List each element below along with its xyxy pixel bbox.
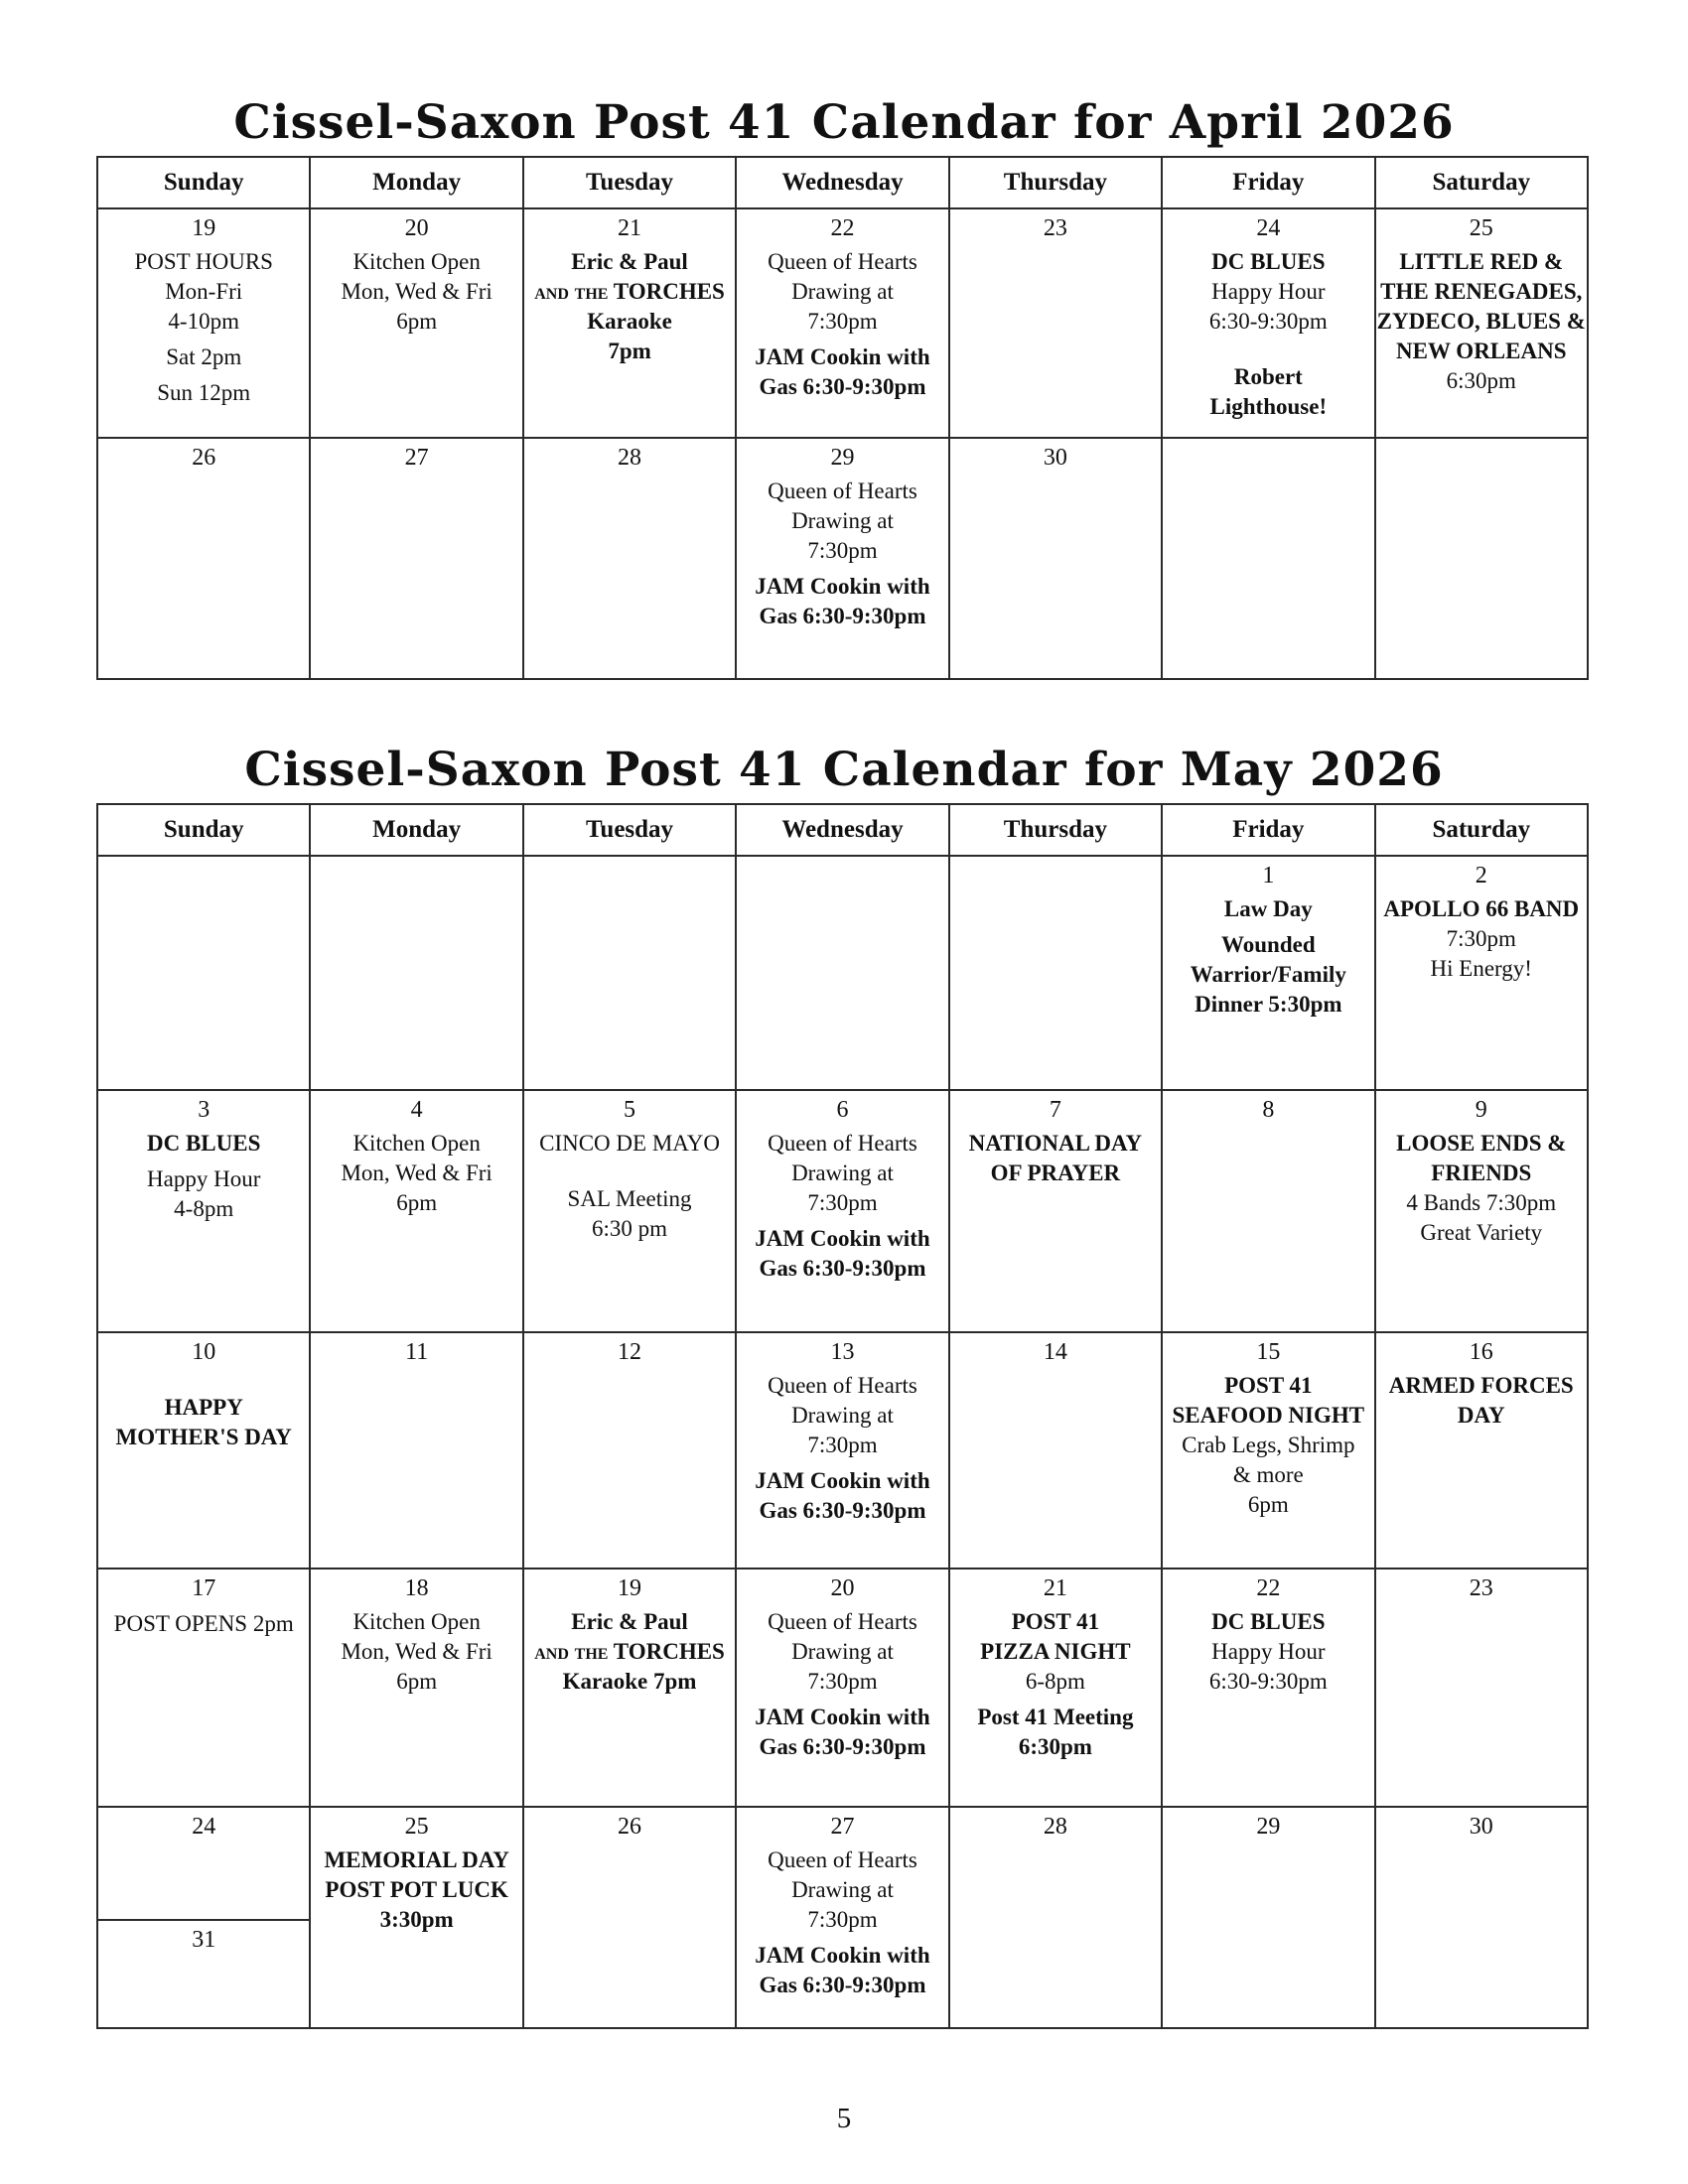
day-cell-content: [950, 439, 1161, 473]
event-line: Happy Hour: [147, 1166, 261, 1191]
day-cell: [310, 1569, 522, 1807]
day-number: 30: [1043, 445, 1067, 471]
day-cell: [736, 1569, 948, 1807]
event-line: 3:30pm: [379, 1907, 454, 1932]
day-cell-content: [524, 439, 735, 473]
event-line: Karaoke 7pm: [562, 1669, 697, 1694]
event-line: Law Day: [1223, 896, 1313, 921]
day-cell: [736, 1090, 948, 1332]
event-line: POST POT LUCK: [325, 1877, 508, 1902]
day-cell-content: [311, 439, 521, 473]
event-line: Drawing at: [791, 1403, 894, 1428]
event-line: 4-8pm: [174, 1196, 234, 1221]
event-line: 6:30pm: [1018, 1734, 1092, 1759]
event-lines: [737, 247, 947, 402]
event-lines: [98, 247, 309, 408]
day-cell: [310, 208, 522, 438]
event-line: JAM Cookin with: [755, 1705, 930, 1729]
event-line: Queen of Hearts: [768, 1609, 917, 1634]
day-cell-content: [1163, 439, 1373, 443]
day-cell: [97, 1569, 310, 1807]
day-cell-content: [737, 1570, 947, 1762]
event-lines: [98, 1609, 309, 1639]
weekday-header-friday: Friday: [1162, 804, 1374, 856]
event-line: JAM Cookin with: [755, 344, 930, 369]
day-number: 29: [830, 445, 855, 471]
week-row: [97, 856, 1588, 1090]
day-cell-content: [311, 1091, 521, 1218]
day-cell: [1162, 856, 1374, 1090]
event-line: NEW ORLEANS: [1396, 339, 1567, 363]
event-line: 7:30pm: [807, 1907, 878, 1932]
event-line: Mon, Wed & Fri: [341, 279, 492, 304]
day-cell-content: [950, 1570, 1161, 1762]
weekday-header-row: [97, 157, 1588, 208]
day-number: 12: [618, 1339, 642, 1365]
event-line: 7:30pm: [807, 1669, 878, 1694]
event-lines: [737, 1845, 947, 2000]
event-line: ZYDECO, BLUES &: [1376, 309, 1586, 334]
day-number: 18: [404, 1575, 429, 1601]
day-cell: [310, 1090, 522, 1332]
day-cell-content: [524, 209, 735, 366]
day-number: 21: [618, 215, 642, 241]
event-lines: [524, 1129, 735, 1244]
day-number: 7: [1049, 1097, 1061, 1123]
day-number: 15: [1256, 1339, 1281, 1365]
event-line: Post 41 Meeting: [977, 1705, 1134, 1729]
event-line: POST OPENS 2pm: [113, 1611, 294, 1636]
event-line: 6pm: [396, 1669, 438, 1694]
day-cell: [97, 856, 310, 1090]
event-line: NATIONAL DAY: [968, 1131, 1143, 1156]
day-cell-content: [737, 1808, 947, 2000]
day-cell-content: [311, 1808, 521, 1935]
day-cell-content: [1163, 1091, 1373, 1125]
event-line: Queen of Hearts: [768, 478, 917, 503]
day-cell-content: [737, 857, 947, 861]
may-calendar-table: [96, 803, 1589, 2029]
event-line: POST HOURS: [134, 249, 273, 274]
event-line: 7:30pm: [807, 538, 878, 563]
day-cell: [736, 1332, 948, 1569]
event-line: Robert: [1233, 364, 1303, 389]
day-cell-content: [950, 857, 1161, 861]
page-number: 5: [836, 2103, 852, 2134]
event-line: Mon, Wed & Fri: [341, 1639, 492, 1664]
event-line: Kitchen Open: [352, 1131, 481, 1156]
split-day-top: [98, 1808, 309, 1921]
event-line: Gas 6:30-9:30pm: [759, 1498, 926, 1523]
event-lines: [1376, 247, 1587, 396]
day-number: 27: [830, 1814, 855, 1840]
day-cell: [97, 1090, 310, 1332]
weekday-header-friday: Friday: [1162, 157, 1374, 208]
day-cell-content: [98, 439, 309, 473]
day-cell: [1375, 1332, 1588, 1569]
event-line: POST 41: [1011, 1609, 1100, 1634]
event-line: Gas 6:30-9:30pm: [759, 374, 926, 399]
weekday-header-saturday: Saturday: [1375, 804, 1588, 856]
week-row: [97, 208, 1588, 438]
day-number: 13: [830, 1339, 855, 1365]
day-number: 21: [1043, 1575, 1067, 1601]
event-line: Drawing at: [791, 1639, 894, 1664]
event-lines: [311, 1607, 521, 1697]
event-line: Drawing at: [791, 279, 894, 304]
event-line: FRIENDS: [1431, 1160, 1532, 1185]
day-number: 19: [192, 215, 216, 241]
event-line: Warrior/Family: [1190, 962, 1346, 987]
event-line: 7:30pm: [807, 309, 878, 334]
day-cell: [1375, 208, 1588, 438]
day-cell-content: [98, 857, 309, 861]
day-cell-content: [950, 1333, 1161, 1367]
day-number: 25: [1469, 215, 1493, 241]
event-lines: [311, 247, 521, 337]
day-cell-content: [98, 209, 309, 408]
event-lines: [1376, 1371, 1587, 1431]
event-lines: [950, 1129, 1161, 1188]
day-cell: [949, 1807, 1162, 2028]
event-lines: [737, 1129, 947, 1284]
weekday-header-tuesday: Tuesday: [523, 157, 736, 208]
day-cell: [97, 438, 310, 679]
week-row: [97, 1090, 1588, 1332]
day-cell-content: [1376, 1570, 1587, 1603]
day-number: 27: [404, 445, 429, 471]
day-number: 8: [1262, 1097, 1275, 1123]
day-cell: [736, 856, 948, 1090]
day-cell-content: [1163, 1808, 1373, 1842]
day-number: 28: [1043, 1814, 1067, 1840]
event-line: Gas 6:30-9:30pm: [759, 604, 926, 628]
event-line: Sun 12pm: [157, 380, 251, 405]
day-cell-content: [524, 1091, 735, 1244]
event-lines: [1376, 1129, 1587, 1248]
weekday-header-thursday: Thursday: [949, 157, 1162, 208]
event-line: HAPPY: [164, 1395, 243, 1420]
split-day-bottom: [98, 1921, 309, 1955]
event-line: Wounded: [1221, 932, 1316, 957]
day-cell-content: [1163, 857, 1373, 1020]
day-cell: [1375, 856, 1588, 1090]
day-cell-content: [950, 1808, 1161, 1842]
day-cell-content: [950, 209, 1161, 243]
event-line: JAM Cookin with: [755, 1468, 930, 1493]
event-line: 7:30pm: [807, 1433, 878, 1457]
event-line: Drawing at: [791, 508, 894, 533]
event-line: Happy Hour: [1211, 1639, 1326, 1664]
day-cell-content: [311, 857, 521, 861]
event-line: JAM Cookin with: [755, 1943, 930, 1968]
day-cell: [1375, 1090, 1588, 1332]
event-line: MOTHER'S DAY: [115, 1425, 292, 1449]
day-number: 6: [836, 1097, 849, 1123]
day-cell-content: [1163, 209, 1373, 422]
day-cell-content: [1376, 1808, 1587, 1842]
day-number: 14: [1043, 1339, 1067, 1365]
event-line: 6pm: [396, 309, 438, 334]
day-number: 26: [618, 1814, 642, 1840]
day-cell-content: [98, 1570, 309, 1639]
event-lines: [737, 1607, 947, 1762]
event-line: JAM Cookin with: [755, 574, 930, 599]
day-number: 23: [1469, 1575, 1493, 1601]
day-cell-content: [737, 439, 947, 631]
day-number: 5: [624, 1097, 636, 1123]
event-line: ARMED FORCES: [1388, 1373, 1574, 1398]
event-lines: [98, 1393, 309, 1452]
event-lines: [98, 1129, 309, 1224]
day-cell-content: [737, 209, 947, 402]
event-line: Gas 6:30-9:30pm: [759, 1734, 926, 1759]
event-line: 6pm: [396, 1190, 438, 1215]
event-line: 7pm: [608, 339, 651, 363]
day-cell-content: [311, 209, 521, 337]
day-cell: [97, 1332, 310, 1569]
event-line: Crab Legs, Shrimp: [1182, 1433, 1355, 1457]
event-line: PIZZA NIGHT: [980, 1639, 1131, 1664]
weekday-header-wednesday: Wednesday: [736, 157, 948, 208]
event-lines: [1163, 1607, 1373, 1697]
day-cell: [949, 438, 1162, 679]
day-number: 4: [410, 1097, 423, 1123]
day-number: 19: [618, 1575, 642, 1601]
event-lines: [524, 1607, 735, 1697]
event-line: SAL Meeting: [567, 1186, 692, 1211]
day-cell-content: [98, 1091, 309, 1224]
day-number: 11: [405, 1339, 429, 1365]
day-number: 16: [1469, 1339, 1493, 1365]
event-line: Queen of Hearts: [768, 1847, 917, 1872]
day-number: 17: [192, 1575, 216, 1601]
event-line: Karaoke: [587, 309, 672, 334]
day-number: 24: [192, 1814, 216, 1840]
event-line: Great Variety: [1420, 1220, 1543, 1245]
event-line: & more: [1232, 1462, 1304, 1487]
event-line: Mon-Fri: [165, 279, 243, 304]
event-line: 6:30-9:30pm: [1208, 1669, 1328, 1694]
event-line: Queen of Hearts: [768, 1131, 917, 1156]
event-line: Sat 2pm: [166, 344, 242, 369]
event-lines: [311, 1129, 521, 1218]
day-number: 25: [404, 1814, 429, 1840]
event-line: Gas 6:30-9:30pm: [759, 1973, 926, 1997]
day-cell: [523, 208, 736, 438]
event-line: POST 41: [1224, 1373, 1313, 1398]
weekday-header-sunday: Sunday: [97, 157, 310, 208]
day-number: 3: [198, 1097, 211, 1123]
event-line: 4-10pm: [168, 309, 239, 334]
day-cell: [736, 1807, 948, 2028]
event-lines: [1376, 894, 1587, 984]
event-line: Drawing at: [791, 1877, 894, 1902]
day-cell: [1162, 1090, 1374, 1332]
day-number: 22: [1256, 1575, 1281, 1601]
day-number: 24: [1256, 215, 1281, 241]
day-number: 10: [192, 1339, 216, 1365]
april-calendar-table: [96, 156, 1589, 680]
day-cell-content: [950, 1091, 1161, 1188]
event-line: LITTLE RED &: [1399, 249, 1564, 274]
event-line: Queen of Hearts: [768, 249, 917, 274]
event-line: Kitchen Open: [352, 1609, 481, 1634]
day-cell-content: [737, 1333, 947, 1526]
event-lines: [1163, 1371, 1373, 1520]
day-cell-content: [524, 1808, 735, 1842]
event-line: 4 Bands 7:30pm: [1406, 1190, 1557, 1215]
event-line: 6:30-9:30pm: [1208, 309, 1328, 334]
day-cell: [310, 856, 522, 1090]
event-line: Hi Energy!: [1430, 956, 1532, 981]
day-cell: [523, 1090, 736, 1332]
weekday-header-thursday: Thursday: [949, 804, 1162, 856]
day-cell: [949, 208, 1162, 438]
day-cell-content: [1376, 209, 1587, 396]
split-day-cell: [98, 1808, 309, 2027]
day-cell: [310, 1807, 522, 2028]
event-line: 7:30pm: [1446, 926, 1516, 951]
event-line: 6:30pm: [1446, 368, 1516, 393]
weekday-header-monday: Monday: [310, 804, 522, 856]
day-cell: [1162, 1569, 1374, 1807]
day-cell-content: [311, 1570, 521, 1697]
event-line: Gas 6:30-9:30pm: [759, 1256, 926, 1281]
event-line: and the TORCHES: [534, 1639, 725, 1664]
day-cell: [949, 856, 1162, 1090]
event-line: 6pm: [1247, 1492, 1289, 1517]
day-cell: [523, 1807, 736, 2028]
day-cell-content: [524, 857, 735, 861]
event-line: DC BLUES: [1211, 249, 1326, 274]
event-line: DC BLUES: [1211, 1609, 1326, 1634]
weekday-header-saturday: Saturday: [1375, 157, 1588, 208]
weekday-header-wednesday: Wednesday: [736, 804, 948, 856]
day-number: 28: [618, 445, 642, 471]
event-line: Happy Hour: [1211, 279, 1326, 304]
day-cell-content: [524, 1570, 735, 1697]
day-cell-content: [1376, 857, 1587, 984]
event-line: SEAFOOD NIGHT: [1172, 1403, 1365, 1428]
event-line: CINCO DE MAYO: [539, 1131, 720, 1156]
day-cell: [523, 856, 736, 1090]
event-line: DAY: [1457, 1403, 1505, 1428]
event-line: Lighthouse!: [1209, 394, 1328, 419]
day-cell: [1162, 1332, 1374, 1569]
event-line: APOLLO 66 BAND: [1383, 896, 1580, 921]
day-cell-content: [524, 1333, 735, 1367]
event-line: Queen of Hearts: [768, 1373, 917, 1398]
weekday-header-tuesday: Tuesday: [523, 804, 736, 856]
event-line: Mon, Wed & Fri: [341, 1160, 492, 1185]
week-row: [97, 1569, 1588, 1807]
day-cell-content: [1163, 1570, 1373, 1697]
day-cell-content: [737, 1091, 947, 1284]
event-lines: [950, 1607, 1161, 1762]
event-line: and the TORCHES: [534, 279, 725, 304]
event-lines: [737, 1371, 947, 1526]
event-lines: [524, 247, 735, 366]
april-calendar-title: Cissel-Saxon Post 41 Calendar for April 2026: [233, 95, 1455, 150]
day-cell: [949, 1332, 1162, 1569]
day-cell: [310, 438, 522, 679]
event-line: THE RENEGADES,: [1380, 279, 1583, 304]
day-number: 20: [830, 1575, 855, 1601]
day-cell-content: [311, 1333, 521, 1367]
day-cell-content: [1376, 1091, 1587, 1248]
weekday-header-sunday: Sunday: [97, 804, 310, 856]
event-line: 6-8pm: [1025, 1669, 1085, 1694]
day-number: 23: [1043, 215, 1067, 241]
day-cell: [97, 1807, 310, 2028]
day-cell-content: [1376, 439, 1587, 443]
day-cell: [1162, 1807, 1374, 2028]
day-cell: [1375, 438, 1588, 679]
day-cell: [97, 208, 310, 438]
event-lines: [311, 1845, 521, 1935]
event-line: Drawing at: [791, 1160, 894, 1185]
event-lines: [1163, 247, 1373, 422]
day-cell: [736, 438, 948, 679]
day-cell: [523, 1569, 736, 1807]
day-cell: [736, 208, 948, 438]
day-cell-content: [98, 1333, 309, 1452]
day-cell: [1375, 1807, 1588, 2028]
day-number: 20: [404, 215, 429, 241]
event-line: LOOSE ENDS &: [1396, 1131, 1567, 1156]
may-calendar-title: Cissel-Saxon Post 41 Calendar for May 2026: [244, 743, 1444, 797]
weekday-header-row: [97, 804, 1588, 856]
event-line: OF PRAYER: [990, 1160, 1121, 1185]
day-number: 9: [1475, 1097, 1487, 1123]
event-line: 6:30 pm: [592, 1216, 668, 1241]
day-number: 2: [1475, 863, 1487, 888]
event-line: 7:30pm: [807, 1190, 878, 1215]
event-lines: [737, 477, 947, 631]
event-lines: [1163, 894, 1373, 1020]
day-cell-content: [1163, 1333, 1373, 1520]
day-number: 1: [1262, 863, 1275, 888]
day-cell: [523, 438, 736, 679]
day-cell: [1375, 1569, 1588, 1807]
day-cell: [310, 1332, 522, 1569]
day-cell-content: [1376, 1333, 1587, 1431]
day-number: 26: [192, 445, 216, 471]
day-number: 30: [1469, 1814, 1493, 1840]
event-line: Kitchen Open: [352, 249, 481, 274]
day-cell: [523, 1332, 736, 1569]
day-number: 22: [830, 215, 855, 241]
event-line: Dinner 5:30pm: [1195, 992, 1342, 1017]
day-cell: [949, 1569, 1162, 1807]
event-line: JAM Cookin with: [755, 1226, 930, 1251]
event-line: Eric & Paul: [571, 249, 688, 274]
event-line: DC BLUES: [147, 1131, 261, 1156]
event-line: Eric & Paul: [571, 1609, 688, 1634]
weekday-header-monday: Monday: [310, 157, 522, 208]
event-line: MEMORIAL DAY: [324, 1847, 509, 1872]
week-row: [97, 1332, 1588, 1569]
day-number: 31: [192, 1927, 216, 1953]
day-cell: [1162, 208, 1374, 438]
day-cell: [949, 1090, 1162, 1332]
day-cell: [1162, 438, 1374, 679]
week-row: [97, 438, 1588, 679]
day-number: 29: [1256, 1814, 1281, 1840]
week-row: [97, 1807, 1588, 2028]
